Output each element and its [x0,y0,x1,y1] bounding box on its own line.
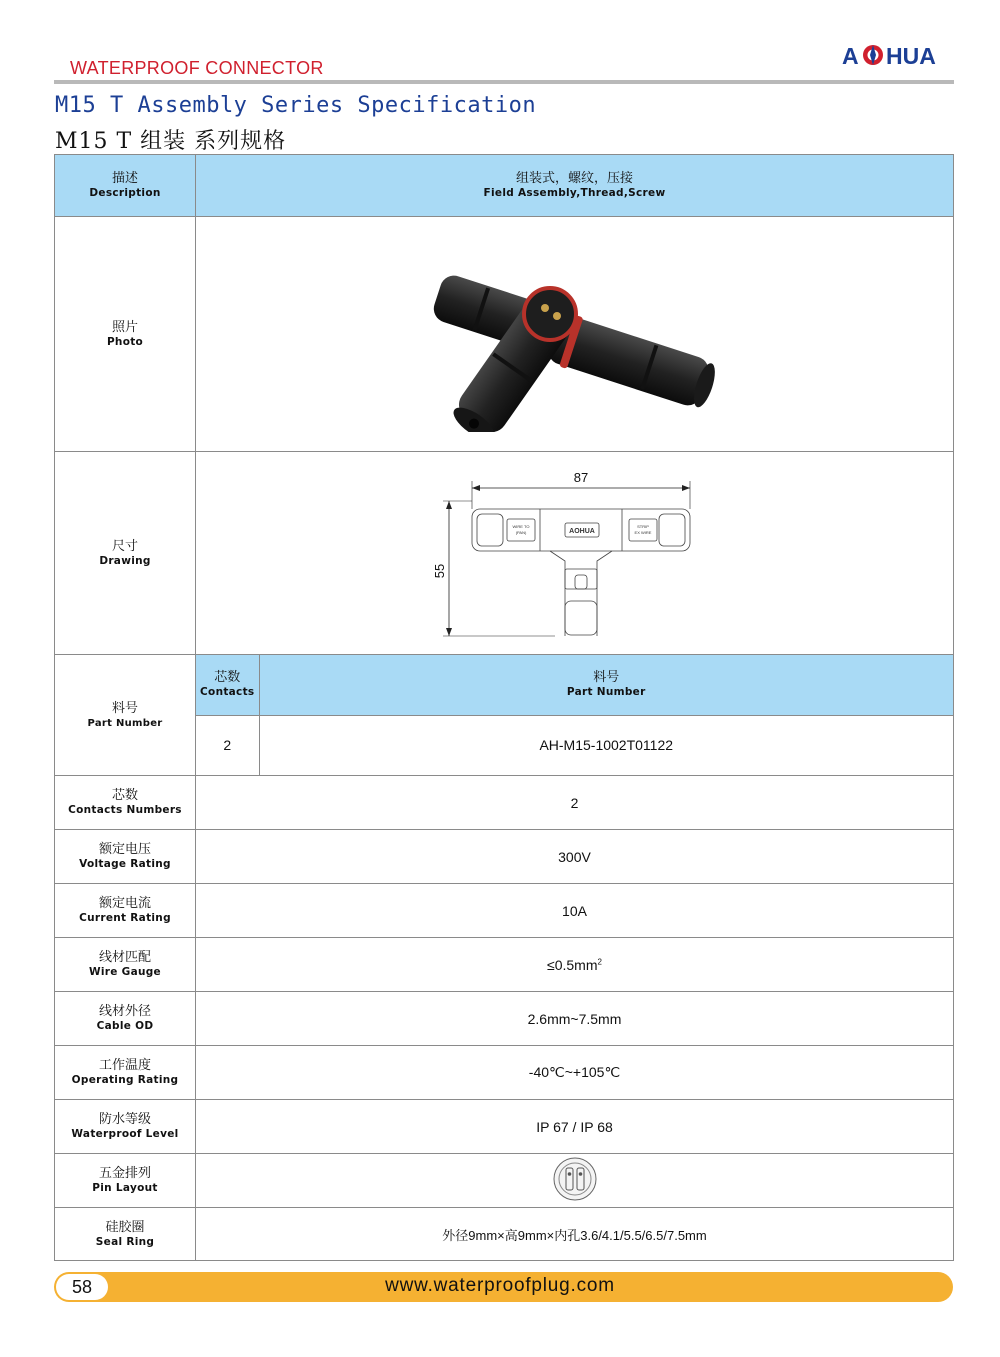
connector-photo [415,232,735,432]
waterproof-label-cn: 防水等级 [98,1112,151,1127]
seal-ring-label-cn: 硅胶圈 [105,1219,145,1235]
description-value-cn: 组装式，螺纹，压接 [515,171,633,186]
wire-gauge-label-en: Wire Gauge [89,966,161,978]
drawing-row [55,452,954,655]
temperature-label-en: Operating Rating [71,1074,179,1086]
drawing-label [55,452,196,655]
photo-label-en: Photo [106,335,144,348]
svg-text:HUA: HUA [886,43,936,69]
contacts-numbers-row [55,776,954,830]
contacts-numbers-label [55,776,196,830]
height-dimension: 55 [431,563,447,579]
part-number-subtable-cell [196,655,954,776]
contacts-header [196,655,259,715]
part-number-value: AH-M15-1002T01122 [539,737,674,754]
part-number-label [55,655,196,776]
voltage-value: 300V [196,830,954,884]
photo-cell [196,217,954,452]
photo-label [55,217,196,452]
page-title-cn: M15 T 组装 系列规格 [55,129,287,154]
contacts-value: 2 [196,715,259,775]
section-title: WATERPROOF CONNECTOR [70,58,324,78]
temperature-value: -40℃~+105℃ [196,1046,954,1100]
voltage-row [55,830,954,884]
description-label [55,155,196,217]
voltage-label-en: Voltage Rating [79,858,171,870]
dimension-drawing [425,461,725,641]
part-header-en: Part Number [566,686,646,699]
current-label-cn: 额定电流 [98,896,151,911]
drawing-label-en: Drawing [99,554,151,567]
brand-logo-mark [842,40,952,70]
current-row [55,884,954,938]
cable-od-value: 2.6mm~7.5mm [196,992,954,1046]
pin-layout-label-en: Pin Layout [92,1182,158,1194]
photo-row [55,217,954,452]
waterproof-label [55,1100,196,1154]
contacts-numbers-label-en: Contacts Numbers [68,804,182,816]
cable-od-row [55,992,954,1046]
description-label-cn: 描述 [111,171,138,186]
width-dimension: 87 [573,470,588,485]
svg-text:A: A [842,43,859,69]
cable-od-label-cn: 线材外径 [98,1004,151,1019]
voltage-label [55,830,196,884]
part-number-label-cn: 料号 [111,700,138,716]
contacts-numbers-value: 2 [196,776,954,830]
wire-gauge-label-cn: 线材匹配 [98,950,151,965]
description-row [55,155,954,217]
page-title-en: M15 T Assembly Series Specification [55,93,537,118]
drawing-label-right-2: EX WIRE [634,530,651,535]
pin-layout-icon [552,1156,598,1202]
wire-gauge-value-cell [196,938,954,992]
pin-layout-label-cn: 五金排列 [98,1166,151,1181]
seal-ring-label [55,1208,196,1261]
waterproof-label-en: Waterproof Level [71,1128,179,1140]
spec-table [54,154,954,1261]
seal-ring-row [55,1208,954,1261]
drawing-brand: AOHUA [568,528,595,535]
part-number-label-en: Part Number [87,717,163,729]
temperature-row [55,1046,954,1100]
pin-layout-label [55,1154,196,1208]
contacts-header-cn: 芯数 [214,670,241,686]
description-value [196,155,954,217]
wire-gauge-row [55,938,954,992]
drawing-label-left-2: (PAN) [515,530,526,535]
pin-layout-cell [196,1154,954,1208]
wire-gauge-label [55,938,196,992]
contacts-numbers-label-cn: 芯数 [111,788,138,803]
brand-logo [842,40,952,70]
temperature-label [55,1046,196,1100]
temperature-label-cn: 工作温度 [98,1058,151,1073]
drawing-label-left: WIRE TO [512,524,529,529]
wire-gauge-sup: 2 [597,956,602,966]
seal-ring-value: 外径9mm×高9mm×内孔3.6/4.1/5.5/6.5/7.5mm [196,1208,954,1261]
waterproof-value: IP 67 / IP 68 [196,1100,954,1154]
voltage-label-cn: 额定电压 [98,842,151,857]
current-value: 10A [196,884,954,938]
current-label [55,884,196,938]
footer-url-link[interactable]: www.waterproofplug.com [385,1275,615,1296]
description-value-en: Field Assembly,Thread,Screw [483,187,666,199]
current-label-en: Current Rating [79,912,171,924]
wire-gauge-value: ≤0.5mm [547,956,598,973]
table-row [196,715,953,775]
header-divider [54,80,954,84]
waterproof-row [55,1100,954,1154]
description-label-en: Description [89,187,161,199]
contacts-header-en: Contacts [200,686,255,699]
part-number-subtable [196,655,953,775]
part-number-row [55,655,954,776]
drawing-label-cn: 尺寸 [111,538,138,554]
cable-od-label-en: Cable OD [96,1020,154,1032]
cable-od-label [55,992,196,1046]
pin-layout-row [55,1154,954,1208]
seal-ring-label-en: Seal Ring [95,1235,155,1248]
part-header-cn: 料号 [593,670,620,686]
drawing-label-right: STRIP [636,524,649,529]
part-header [259,655,953,715]
drawing-cell [196,452,954,655]
page-number: 58 [56,1274,108,1300]
photo-label-cn: 照片 [111,319,138,335]
